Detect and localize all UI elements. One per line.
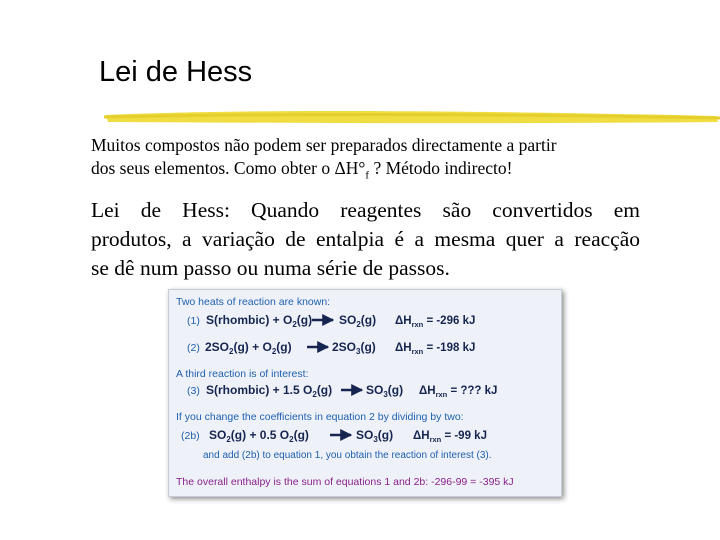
svg-text:ΔHrxn = -99 kJ (413, 430, 487, 444)
eq1-dh-sub: rxn (411, 320, 424, 329)
svg-text:SO2(g) (339, 313, 376, 329)
eq2b-product-sub: 3 (373, 435, 378, 444)
eq3-sub: 2 (312, 390, 317, 399)
eq2b-reactant-a: SO (209, 428, 227, 442)
eq2-number: (2) (187, 342, 200, 354)
eq1-product-end: (g) (360, 313, 377, 327)
figure-svg (169, 290, 561, 496)
eq2b-reactant-end: (g) (293, 428, 309, 442)
eq1-dh: ΔH (395, 315, 412, 327)
eq1-reactants: S(rhombic) + O (206, 313, 293, 327)
eq2b-product: SO (356, 428, 374, 442)
svg-text:S(rhombic) + O2(g) (206, 313, 312, 329)
eq2-reactant-b: (g) + O (233, 340, 272, 354)
eq2b-sub-a: 2 (226, 435, 231, 444)
eq2-dh: ΔH (395, 342, 412, 354)
equation-2b (181, 428, 487, 444)
eq1-value: = -296 kJ (423, 315, 476, 327)
eq1-product: SO (339, 313, 357, 327)
svg-text:ΔHrxn = ??? kJ (419, 385, 497, 399)
intro-text-end: ? Método indirecto! (369, 158, 513, 178)
eq2-product-end: (g) (360, 340, 376, 354)
eq3-reactants-end: (g) (316, 383, 333, 397)
eq2-product: 2SO (332, 340, 357, 354)
hess-line-1: Lei de Hess: Quando reagentes são convertidos em (91, 198, 640, 222)
eq2-value: = -198 kJ (423, 342, 476, 354)
intro-paragraph (91, 134, 631, 188)
intro-line-1: Muitos compostos não podem ser preparados directamente a partir (91, 135, 557, 155)
eq1-number: (1) (187, 315, 200, 327)
eq1-sub: 2 (292, 320, 297, 329)
svg-text:2SO3(g) (332, 340, 376, 356)
svg-text:ΔHrxn = -198 kJ (395, 342, 475, 356)
eq2-reactant-end: (g) (276, 340, 292, 354)
hess-law-example-figure (168, 289, 562, 497)
eq1-product-sub: 2 (356, 320, 361, 329)
svg-text:SO2(g) + 0.5 O2(g) (209, 428, 309, 444)
eq2-dh-sub: rxn (411, 347, 424, 356)
svg-text:SO3(g) (366, 383, 403, 399)
svg-text:2SO2(g) + O2(g) (205, 340, 292, 356)
svg-text:ΔHrxn = -296 kJ (395, 315, 475, 329)
eq3-dh: ΔH (419, 385, 436, 397)
eq2-sub-a: 2 (229, 347, 234, 356)
eq2b-number: (2b) (181, 430, 200, 442)
eq2-reactant-a: 2SO (205, 340, 230, 354)
formation-subscript: f (365, 169, 370, 182)
eq2b-value: = -99 kJ (441, 430, 487, 442)
title-underline-highlight (104, 106, 720, 128)
eq3-product-sub: 3 (383, 390, 388, 399)
note-add-equations: and add (2b) to equation 1, you obtain the reaction of interest (3). (203, 450, 492, 461)
eq1-reactants-end: (g) (296, 313, 313, 327)
hess-line-3: se dê num passo ou numa série de passos. (91, 256, 450, 280)
intro-line-2 (91, 157, 631, 188)
hess-law-paragraph (91, 196, 640, 283)
eq2-product-sub: 3 (356, 347, 361, 356)
eq3-number: (3) (187, 385, 200, 397)
intro-text: dos seus elementos. Como obter o (91, 158, 335, 178)
eq3-product: SO (366, 383, 384, 397)
eq2-sub-b: 2 (271, 347, 277, 356)
equation-2 (187, 340, 475, 356)
equation-1 (187, 313, 475, 329)
eq2b-product-end: (g) (377, 428, 394, 442)
eq2b-reactant-b: (g) + 0.5 O (230, 428, 290, 442)
eq2b-sub-b: 2 (289, 435, 294, 444)
eq3-reactants: S(rhombic) + 1.5 O (206, 383, 313, 397)
eq3-value: = ??? kJ (447, 385, 498, 397)
heading-third-reaction: A third reaction is of interest: (176, 368, 309, 380)
heading-divide-by-two: If you change the coefficients in equation 2 by dividing by two: (176, 411, 464, 423)
heading-known-reactions: Two heats of reaction are known: (176, 296, 331, 308)
delta-h-symbol: ΔH° (334, 158, 366, 178)
eq2b-dh: ΔH (413, 430, 430, 442)
slide-title: Lei de Hess (99, 56, 253, 88)
svg-text:SO3(g) (356, 428, 393, 444)
eq3-product-end: (g) (387, 383, 404, 397)
svg-text:S(rhombic) + 1.5 O2(g) (206, 383, 332, 399)
equation-3 (187, 383, 497, 399)
eq3-dh-sub: rxn (435, 390, 448, 399)
eq2b-dh-sub: rxn (429, 435, 442, 444)
conclusion-total-enthalpy: The overall enthalpy is the sum of equations 1 and 2b: -296-99 = -395 kJ (176, 476, 514, 488)
hess-line-2: produtos, a variação de entalpia é a mesma quer a reacção (91, 227, 640, 251)
